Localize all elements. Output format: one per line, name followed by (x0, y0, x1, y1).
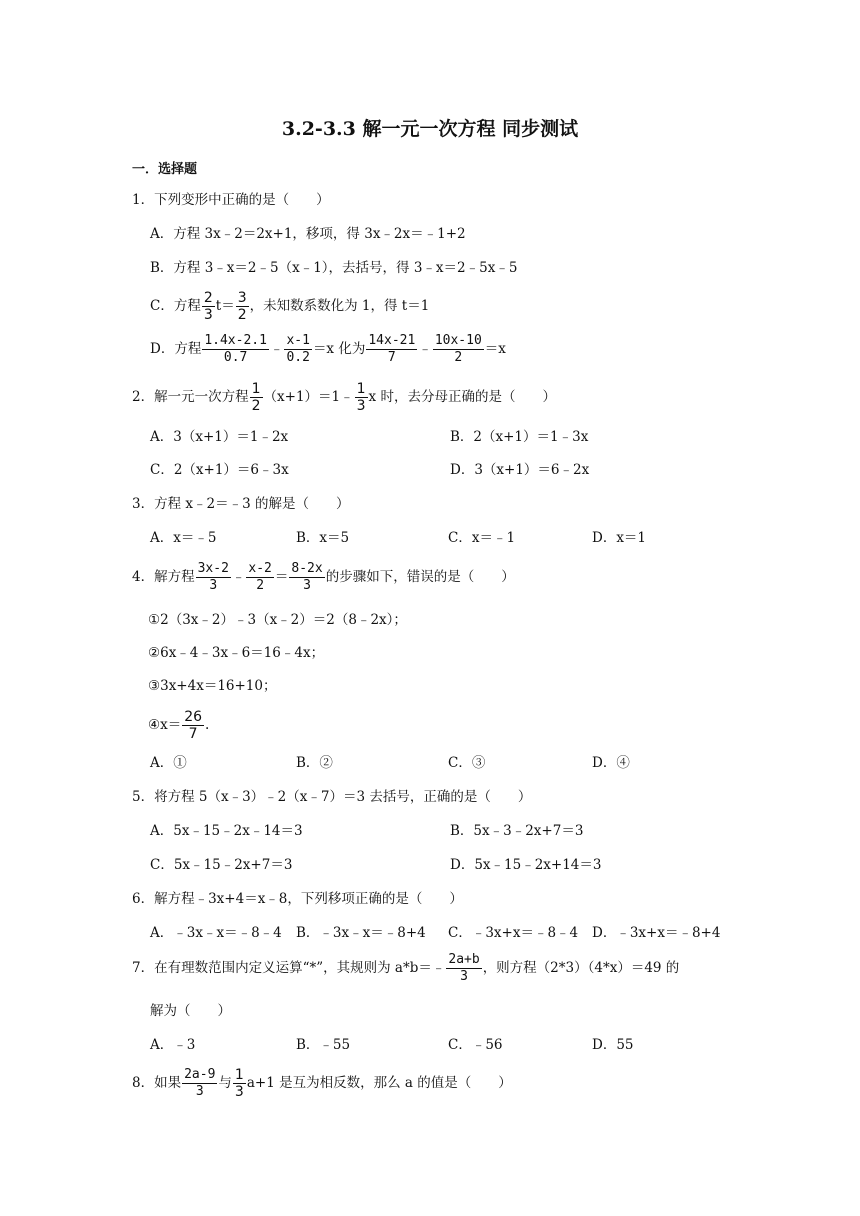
option-c-mid: t＝ (215, 298, 235, 314)
question-5-option-c[interactable]: C．5x﹣15﹣2x+7＝3 (150, 857, 293, 873)
step-suffix: . (205, 717, 210, 733)
equals-sign: ＝ (274, 569, 289, 585)
question-2-option-d[interactable]: D．3（x+1）＝6﹣2x (450, 462, 590, 478)
question-6-option-c[interactable]: C．﹣3x+x＝﹣8﹣4 (448, 925, 579, 941)
question-1-option-b[interactable]: B．方程 3﹣x＝2﹣5（x﹣1），去括号，得 3﹣x＝2﹣5x﹣5 (150, 260, 518, 276)
stem-suffix: ，则方程（2*3）（4*x）＝49 的 (482, 960, 680, 976)
stem-mid: （x+1）＝1﹣ (263, 389, 354, 405)
question-1-option-a[interactable]: A．方程 3x﹣2＝2x+1，移项，得 3x﹣2x＝﹣1+2 (150, 226, 466, 242)
question-3-option-d[interactable]: D．x＝1 (592, 530, 647, 546)
fraction: $\frac{1}{3}$ (234, 1067, 244, 1100)
option-c-suffix: ，未知数系数化为 1，得 t＝1 (249, 298, 430, 314)
fraction: $\frac{2a-9}{3}$ (184, 1067, 216, 1099)
question-4-option-c[interactable]: C．③ (448, 755, 486, 771)
fraction: $\frac{10x-10}{2}$ (434, 333, 482, 365)
question-5-option-a[interactable]: A．5x﹣15﹣2x﹣14＝3 (150, 823, 303, 839)
question-7-option-b[interactable]: B．﹣55 (296, 1037, 351, 1053)
fraction: $\frac{3}{2}$ (237, 290, 247, 323)
question-7-option-c[interactable]: C．﹣56 (448, 1037, 503, 1053)
stem-suffix: x 时，去分母正确的是（ ） (368, 389, 556, 405)
section-heading: 一．选择题 (132, 162, 198, 177)
fraction: $\frac{x-2}{2}$ (248, 561, 272, 593)
question-2-option-b[interactable]: B．2（x+1）＝1﹣3x (450, 429, 589, 445)
question-6-stem: 6．解方程﹣3x+4＝x﹣8，下列移项正确的是（ ） (132, 891, 463, 907)
question-6-option-a[interactable]: A．﹣3x﹣x＝﹣8﹣4 (150, 925, 282, 941)
page-title: 3.2-3.3 解一元一次方程 同步测试 (281, 118, 579, 140)
question-5-option-d[interactable]: D．5x﹣15﹣2x+14＝3 (450, 857, 602, 873)
question-2-option-c[interactable]: C．2（x+1）＝6﹣3x (150, 462, 289, 478)
question-4-option-a[interactable]: A．① (150, 755, 187, 771)
question-1-option-d[interactable] (150, 333, 506, 366)
fraction: $\frac{1}{2}$ (251, 381, 261, 414)
question-3-option-b[interactable]: B．x＝5 (296, 530, 350, 546)
question-2-stem (132, 381, 556, 414)
stem-prefix: 7．在有理数范围内定义运算“*”，其规则为 a*b＝﹣ (132, 960, 446, 976)
stem-prefix: 2．解一元一次方程 (132, 389, 249, 405)
fraction: $\frac{2}{3}$ (203, 290, 213, 323)
question-5-option-b[interactable]: B．5x﹣3﹣2x+7＝3 (450, 823, 584, 839)
stem-suffix: a+1 是互为相反数，那么 a 的值是（ ） (246, 1075, 512, 1091)
question-4-step-4 (148, 709, 209, 742)
question-2-option-a[interactable]: A．3（x+1）＝1﹣2x (150, 429, 289, 445)
question-4-stem (132, 561, 515, 594)
question-1-option-c[interactable] (150, 290, 429, 323)
question-1-stem: 1．下列变形中正确的是（ ） (132, 192, 330, 208)
stem-suffix: 的步骤如下，错误的是（ ） (325, 569, 515, 585)
step-prefix: ④x＝ (148, 717, 182, 733)
question-4-step-1: ①2（3x﹣2）﹣3（x﹣2）＝2（8﹣2x）； (148, 612, 407, 628)
question-6-option-b[interactable]: B．﹣3x﹣x＝﹣8+4 (296, 925, 426, 941)
question-3-stem: 3．方程 x﹣2＝﹣3 的解是（ ） (132, 496, 350, 512)
fraction: $\frac{3x-2}{3}$ (197, 561, 229, 593)
fraction: $\frac{14x-21}{7}$ (368, 333, 416, 365)
minus-sign: ﹣ (418, 341, 432, 357)
question-4-option-d[interactable]: D．④ (592, 755, 630, 771)
fraction: $\frac{1}{3}$ (356, 381, 366, 414)
question-6-option-d[interactable]: D．﹣3x+x＝﹣8+4 (592, 925, 721, 941)
option-c-prefix: C．方程 (150, 298, 201, 314)
stem-mid: 与 (218, 1075, 232, 1091)
question-4-step-2: ②6x﹣4﹣3x﹣6＝16﹣4x； (148, 645, 325, 661)
question-4-option-b[interactable]: B．② (296, 755, 333, 771)
minus-sign: ﹣ (269, 341, 284, 357)
option-d-mid: ＝x 化为 (312, 341, 366, 357)
fraction: $\frac{x-1}{0.2}$ (286, 333, 310, 365)
question-4-step-3: ③3x+4x＝16+10； (148, 678, 277, 694)
fraction: $\frac{2a+b}{3}$ (448, 952, 480, 984)
question-7-stem-line-2: 解为（ ） (150, 1003, 231, 1019)
fraction: $\frac{26}{7}$ (184, 709, 203, 742)
question-7-option-d[interactable]: D．55 (592, 1037, 634, 1053)
question-8-stem (132, 1067, 512, 1100)
fraction: $\frac{8-2x}{3}$ (291, 561, 323, 593)
question-3-option-a[interactable]: A．x＝﹣5 (150, 530, 217, 546)
option-d-suffix: ＝x (484, 341, 506, 357)
question-7-stem (132, 952, 679, 985)
option-d-prefix: D．方程 (150, 341, 202, 357)
question-7-option-a[interactable]: A．﹣3 (150, 1037, 196, 1053)
minus-sign: ﹣ (231, 569, 246, 585)
stem-prefix: 8．如果 (132, 1075, 182, 1091)
fraction: $\frac{1.4x-2.1}{0.7}$ (204, 333, 267, 365)
question-3-option-c[interactable]: C．x＝﹣1 (448, 530, 516, 546)
stem-prefix: 4．解方程 (132, 569, 195, 585)
question-5-stem: 5．将方程 5（x﹣3）﹣2（x﹣7）＝3 去括号，正确的是（ ） (132, 789, 532, 805)
